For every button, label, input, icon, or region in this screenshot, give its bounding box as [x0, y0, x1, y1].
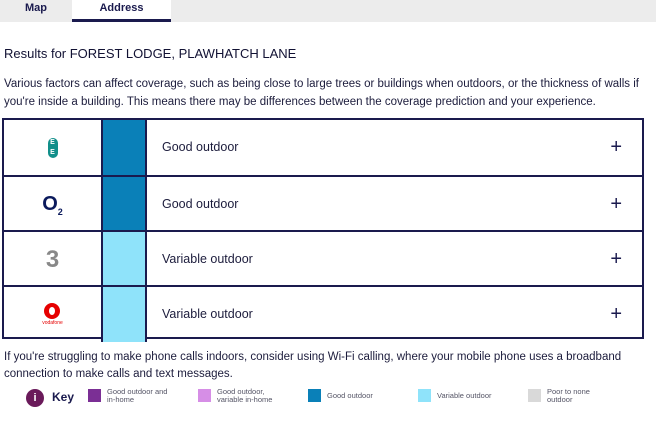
coverage-swatch [101, 120, 147, 175]
network-row-ee[interactable] [4, 120, 642, 175]
coverage-key [26, 388, 646, 408]
key-swatch [198, 389, 211, 402]
key-swatch [528, 389, 541, 402]
key-item-label: Variable outdoor [437, 391, 492, 400]
info-icon[interactable]: i [26, 389, 44, 407]
coverage-swatch [101, 177, 147, 232]
three-logo-icon: 3 [45, 245, 60, 273]
expand-icon[interactable]: + [610, 248, 622, 270]
key-item-label: Good outdoor and in-home [107, 387, 168, 404]
key-swatch [418, 389, 431, 402]
coverage-swatch [101, 287, 147, 342]
network-row-vodafone[interactable] [4, 285, 642, 342]
expand-icon[interactable]: + [610, 303, 622, 325]
o2-logo-icon: $O_2$ [42, 192, 63, 217]
operator-logo-cell [4, 287, 101, 342]
coverage-intro-text: Various factors can affect coverage, such as being close to large trees or buildings when outdoors, or the thickness of walls if you're inside a building. This means there may be differences between the coverage prediction and your experience. [4, 78, 639, 108]
key-item-label: Good outdoor [327, 391, 373, 400]
ee-logo-icon: E E [48, 138, 58, 158]
key-item-label: Poor to none outdoor [547, 387, 590, 404]
key-label: Key [52, 390, 75, 404]
tab-bar [0, 0, 656, 22]
key-swatch [308, 389, 321, 402]
coverage-status: Variable outdoor [162, 307, 253, 321]
results-title: Results for FOREST LODGE, PLAWHATCH LANE [4, 46, 297, 61]
operator-logo-cell [4, 177, 101, 232]
expand-icon[interactable]: + [610, 193, 622, 215]
coverage-table [2, 118, 644, 339]
operator-logo-cell [4, 232, 101, 287]
vodafone-logo-icon: vodafone [42, 303, 63, 326]
expand-icon[interactable]: + [610, 136, 622, 158]
key-item-label: Good outdoor, variable in-home [217, 387, 273, 404]
network-row-o2[interactable] [4, 175, 642, 232]
coverage-status: Good outdoor [162, 197, 239, 211]
tab-map[interactable]: Map [25, 2, 47, 14]
coverage-swatch [101, 232, 147, 287]
key-swatch [88, 389, 101, 402]
wifi-calling-text: If you're struggling to make phone calls indoors, consider using Wi-Fi calling, where your mobile phone uses a broadband connection to make calls and text messages. [4, 351, 622, 380]
coverage-status: Good outdoor [162, 140, 239, 154]
coverage-status: Variable outdoor [162, 252, 253, 266]
operator-logo-cell [4, 120, 101, 175]
network-row-three[interactable] [4, 230, 642, 287]
tab-address[interactable]: Address [72, 0, 171, 22]
